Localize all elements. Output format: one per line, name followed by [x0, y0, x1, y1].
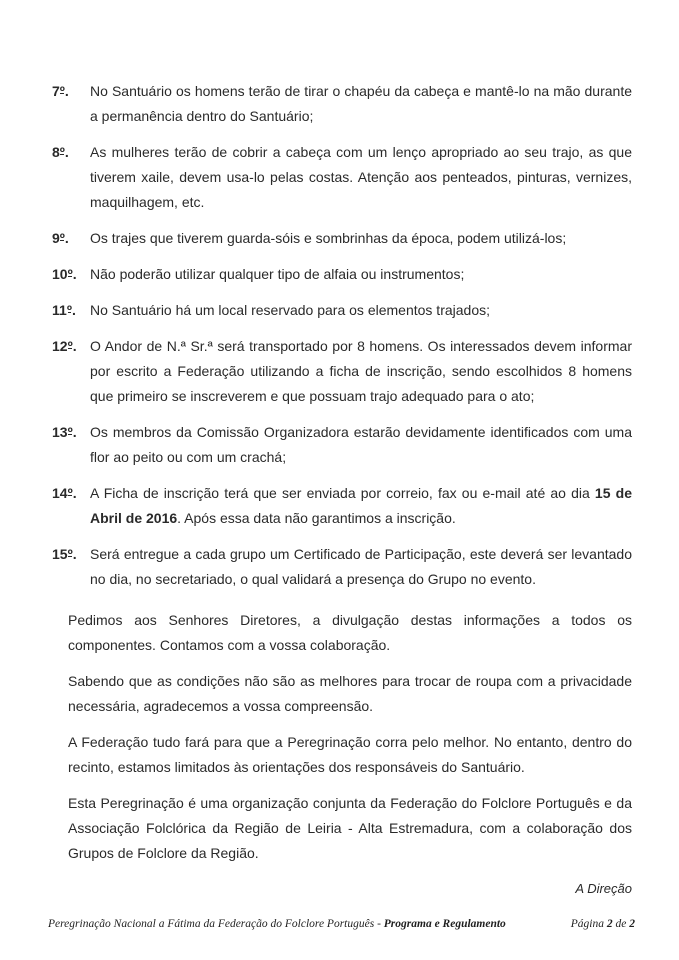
rule-number-digit: 9: [52, 230, 60, 246]
rule-text-segment: Não poderão utilizar qualquer tipo de alfaia ou instrumentos;: [90, 266, 465, 282]
rule-number-separator: .: [72, 338, 77, 354]
rule-text-segment: Os trajes que tiverem guarda-sóis e sombrinhas da época, podem utilizá-los;: [90, 230, 567, 246]
rules-list: [52, 79, 632, 592]
rule-text: [90, 298, 632, 323]
rule-number-separator: .: [64, 83, 69, 99]
rule-item: [52, 420, 632, 470]
rule-item: [52, 542, 632, 592]
signature: A Direção: [575, 881, 632, 896]
rule-number-digit: 13: [52, 424, 68, 440]
rule-item: [52, 226, 632, 251]
paragraph: Esta Peregrinação é uma organização conjunta da Federação do Folclore Português e da Associação Folclórica da Região de Leiria - Alta Estremadura, com a colaboração dos Grupos de Folclore da Região.: [68, 795, 632, 861]
rule-number-digit: 8: [52, 144, 60, 160]
paragraph: A Federação tudo fará para que a Peregrinação corra pelo melhor. No entanto, dentro do recinto, estamos limitados às orientações dos responsáveis do Santuário.: [68, 734, 632, 775]
rule-number-ordinal: º: [67, 266, 73, 282]
footer-page-separator: de: [615, 918, 627, 930]
footer-page-total: 2: [629, 918, 635, 930]
rule-item: [52, 298, 632, 323]
rule-text-segment: No Santuário os homens terão de tirar o chapéu da cabeça e mantê-lo na mão durante a permanência dentro do Santuário;: [90, 83, 632, 124]
rule-number: [52, 79, 90, 104]
rule-number-separator: .: [71, 302, 76, 318]
rule-text: [90, 481, 632, 531]
rule-number-separator: .: [64, 144, 69, 160]
rule-number-digit: 15: [52, 546, 68, 562]
rule-number-ordinal: º: [59, 144, 65, 160]
rule-number: [52, 542, 90, 567]
rule-number-digit: 7: [52, 83, 60, 99]
rule-text-segment: . Após essa data não garantimos a inscrição.: [177, 510, 456, 526]
rule-number-digit: 14: [52, 485, 68, 501]
rule-number-separator: .: [72, 546, 77, 562]
footer-page-number: [571, 918, 635, 930]
footer-document-title: [48, 918, 506, 930]
rule-text-segment: A Ficha de inscrição terá que ser enviada por correio, fax ou e-mail até ao dia: [90, 485, 595, 501]
footer-page-label: Página: [570, 918, 605, 930]
rule-number-ordinal: º: [59, 230, 65, 246]
rule-text: [90, 140, 632, 215]
footer-title-bold: Programa e Regulamento: [383, 918, 506, 930]
rule-text: [90, 226, 632, 251]
rule-item: [52, 334, 632, 409]
rule-number: [52, 262, 90, 287]
rule-text: [90, 334, 632, 409]
rule-text-segment: Os membros da Comissão Organizadora estarão devidamente identificados com uma flor ao peito ou com um crachá;: [90, 424, 632, 465]
rule-number: [52, 140, 90, 165]
rule-text-segment: No Santuário há um local reservado para os elementos trajados;: [90, 302, 490, 318]
rule-number: [52, 334, 90, 359]
rule-text-segment: As mulheres terão de cobrir a cabeça com um lenço apropriado ao seu trajo, as que tiverem xaile, devem usa-lo pelas costas. Atenção aos penteados, pinturas, vernizes, maquilhagem, etc.: [90, 144, 632, 210]
paragraph: Sabendo que as condições não são as melhores para trocar de roupa com a privacidade necessária, agradecemos a vossa compreensão.: [68, 673, 632, 714]
page-footer: [48, 918, 635, 930]
rule-text: [90, 542, 632, 592]
rule-number-separator: .: [72, 424, 77, 440]
rule-number-separator: .: [72, 485, 77, 501]
rule-number: [52, 226, 90, 251]
rule-number-separator: .: [64, 230, 69, 246]
footer-title-normal: Peregrinação Nacional a Fátima da Federação do Folclore Português -: [48, 918, 384, 930]
rule-number-separator: .: [72, 266, 77, 282]
rule-number-digit: 11: [52, 302, 67, 318]
rule-number-digit: 12: [52, 338, 68, 354]
rule-number-ordinal: º: [66, 302, 72, 318]
rule-item: [52, 481, 632, 531]
rule-number: [52, 420, 90, 445]
paragraph: Pedimos aos Senhores Diretores, a divulgação destas informações a todos os componentes. Contamos com a vossa colaboração.: [68, 612, 632, 653]
rule-number-digit: 10: [52, 266, 68, 282]
rule-text-bold-segment: 15 de Abril de 2016: [90, 485, 632, 526]
closing-paragraphs: [52, 608, 632, 866]
rule-number-ordinal: º: [67, 485, 73, 501]
rule-text: [90, 420, 632, 470]
rule-text: [90, 79, 632, 129]
rule-number: [52, 298, 90, 323]
rule-item: [52, 140, 632, 215]
rule-number: [52, 481, 90, 506]
footer-page-current: 2: [606, 918, 613, 930]
rule-number-ordinal: º: [67, 424, 73, 440]
rule-text: [90, 262, 632, 287]
rule-text-segment: Será entregue a cada grupo um Certificado de Participação, este deverá ser levantado no dia, no secretariado, o qual validará a presença do Grupo no evento.: [90, 546, 632, 587]
rule-number-ordinal: º: [67, 546, 73, 562]
rule-item: [52, 262, 632, 287]
rule-item: [52, 79, 632, 129]
rule-number-ordinal: º: [59, 83, 65, 99]
rule-number-ordinal: º: [67, 338, 73, 354]
rule-text-segment: O Andor de N.ª Sr.ª será transportado por 8 homens. Os interessados devem informar por escrito a Federação utilizando a ficha de inscrição, sendo escolhidos 8 homens que primeiro se inscreverem e que possuam trajo adequado para o ato;: [90, 338, 632, 404]
